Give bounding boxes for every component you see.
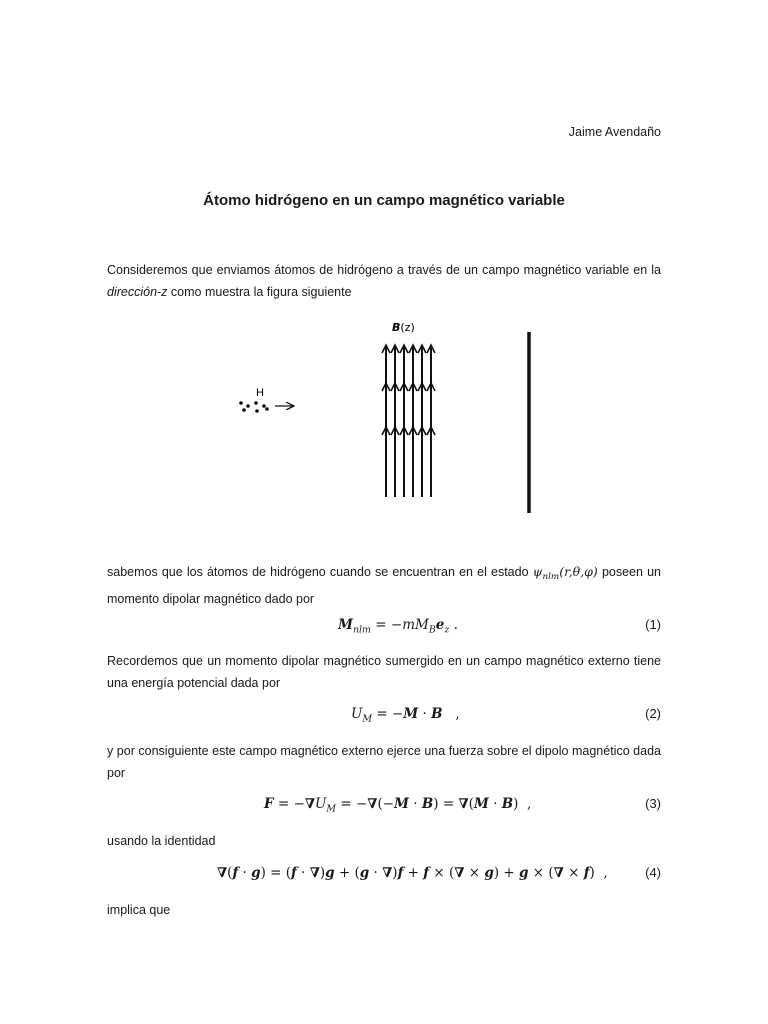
equation-3 — [107, 796, 661, 818]
equation-2 — [107, 706, 661, 728]
force-paragraph: y por consiguiente este campo magnético externo ejerce una fuerza sobre el dipolo magnético dada por — [107, 744, 661, 780]
magnetic-field-figure — [230, 315, 550, 520]
field-label: B(z) — [392, 321, 415, 334]
state-text-1: sabemos que los átomos de hidrógeno cuando se encuentran en el estado — [107, 565, 533, 579]
figure-svg — [230, 315, 550, 520]
atom-label: H — [256, 387, 264, 399]
hydrogen-atoms-icon — [239, 401, 269, 413]
energy-paragraph: Recordemos que un momento dipolar magnético sumergido en un campo magnético externo tiene una energía potencial dada por — [107, 654, 661, 690]
equation-4-number: (4) — [645, 865, 661, 880]
implies-paragraph: implica que — [107, 903, 171, 917]
equation-3-number: (3) — [645, 796, 661, 811]
intro-paragraph — [107, 259, 661, 303]
intro-emphasis: dirección-z — [107, 285, 168, 299]
equation-4 — [107, 865, 661, 887]
intro-text-2: como muestra la figura siguiente — [167, 285, 352, 299]
equation-2-expression: $U_M = -M \cdot B$ , — [351, 706, 460, 725]
author-name: Jaime Avendaño — [568, 125, 661, 139]
equation-1-expression: $M_{nlm} = -mM_Be_z$ . — [338, 617, 458, 636]
state-paragraph — [107, 561, 661, 610]
field-arrows-icon — [382, 345, 435, 497]
equation-4-expression: ∇(f · g) = (f · ∇)g + (g · ∇)f + f × (∇ × g) + g × (∇ × f) , — [217, 865, 608, 881]
state-function: $\psi_{nlm}(r,\theta,\varphi)$ — [532, 564, 598, 583]
equation-3-expression: $F = -\nabla U_M = -\nabla(-M \cdot B) = \nabla(M \cdot B)$ , — [264, 796, 532, 815]
intro-text-1: Consideremos que enviamos átomos de hidrógeno a través de un campo magnético variable en la — [107, 263, 661, 277]
identity-paragraph: usando la identidad — [107, 834, 216, 848]
state-text-2: poseen un momento dipolar magnético dado por — [107, 565, 662, 607]
equation-1-number: (1) — [645, 617, 661, 632]
equation-1 — [107, 617, 661, 639]
equation-2-number: (2) — [645, 706, 661, 721]
document-title: Átomo hidrógeno en un campo magnético variable — [203, 192, 565, 209]
